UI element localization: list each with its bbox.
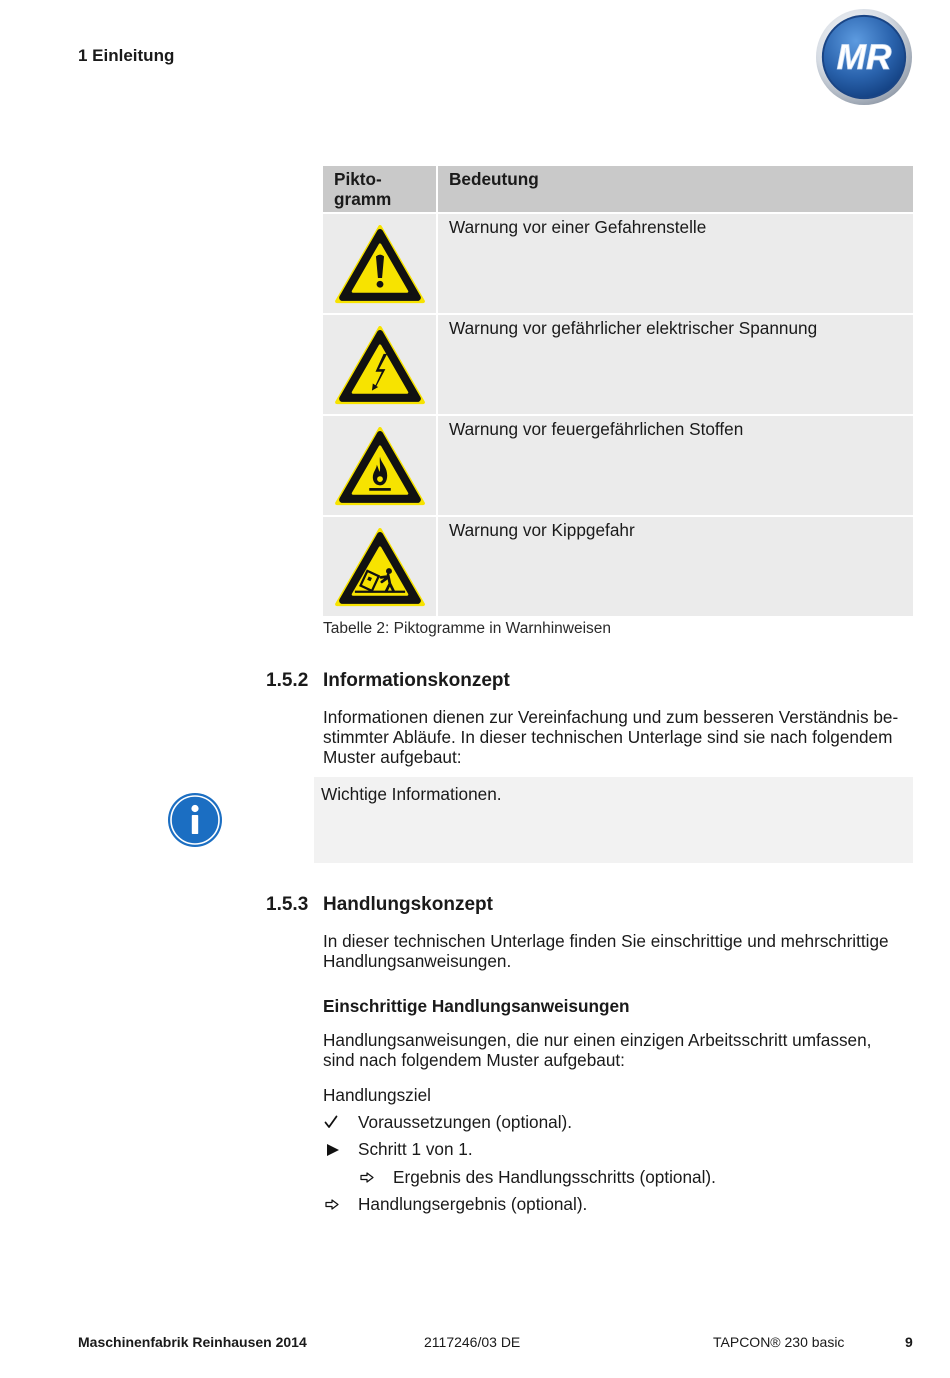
warning-electric-voltage-icon bbox=[335, 326, 425, 405]
warning-flammable-icon bbox=[335, 427, 425, 506]
triangle-right-icon bbox=[326, 1143, 340, 1157]
table-header-meaning: Bedeutung bbox=[438, 166, 913, 212]
list-item: Handlungsergebnis (optional). bbox=[358, 1194, 588, 1214]
table-row bbox=[323, 517, 913, 616]
table-row bbox=[323, 315, 913, 414]
section-title: Handlungskonzept bbox=[323, 894, 493, 915]
paragraph-line: Muster aufgebaut: bbox=[323, 747, 462, 767]
table-header-pictogram bbox=[323, 166, 436, 212]
list-item: Schritt 1 von 1. bbox=[358, 1139, 473, 1159]
check-icon bbox=[324, 1115, 338, 1129]
footer-page-number: 9 bbox=[905, 1334, 913, 1350]
paragraph-line: Handlungsanweisungen. bbox=[323, 951, 512, 971]
meaning-cell: Warnung vor feuergefährlichen Stoffen bbox=[438, 416, 913, 515]
pictogram-cell bbox=[323, 517, 436, 616]
list-item: Ergebnis des Handlungsschritts (optional). bbox=[393, 1167, 716, 1187]
subheading: Einschrittige Handlungsanweisungen bbox=[323, 996, 630, 1016]
pictogram-cell bbox=[323, 214, 436, 313]
warning-general-danger-icon bbox=[335, 225, 425, 304]
meaning-cell: Warnung vor einer Gefahrenstelle bbox=[438, 214, 913, 313]
section-number: 1.5.2 bbox=[266, 670, 309, 691]
table-row bbox=[323, 214, 913, 313]
paragraph-line: sind nach folgendem Muster aufgebaut: bbox=[323, 1050, 625, 1070]
paragraph-line: Informationen dienen zur Vereinfachung und zum besseren Verständnis be- bbox=[323, 707, 899, 727]
meaning-cell: Warnung vor gefährlicher elektrischer Spannung bbox=[438, 315, 913, 414]
pictogram-cell bbox=[323, 416, 436, 515]
section-title: Informationskonzept bbox=[323, 670, 510, 691]
paragraph-line: Handlungsanweisungen, die nur einen einzigen Arbeitsschritt umfassen, bbox=[323, 1030, 872, 1050]
outline-arrow-right-icon bbox=[360, 1172, 374, 1183]
info-box-text: Wichtige Informationen. bbox=[321, 784, 502, 804]
table-caption: Tabelle 2: Piktogramme in Warnhinweisen bbox=[323, 620, 612, 637]
info-box bbox=[314, 777, 913, 863]
table-header-pictogram-line1: Pikto- bbox=[334, 169, 382, 189]
footer-product: TAPCON® 230 basic bbox=[713, 1334, 845, 1350]
warning-tipping-icon bbox=[335, 528, 425, 607]
logo-lettering: MR bbox=[836, 37, 892, 77]
section-number: 1.5.3 bbox=[266, 894, 309, 915]
footer-doc-number: 2117246/03 DE bbox=[424, 1334, 521, 1350]
action-goal: Handlungsziel bbox=[323, 1085, 431, 1105]
list-item: Voraussetzungen (optional). bbox=[358, 1112, 573, 1132]
footer-company: Maschinenfabrik Reinhausen 2014 bbox=[78, 1334, 307, 1350]
chapter-title: 1 Einleitung bbox=[78, 46, 175, 65]
paragraph-line: In dieser technischen Unterlage finden Sie einschrittige und mehrschrittige bbox=[323, 931, 889, 951]
pictogram-table bbox=[323, 166, 913, 616]
paragraph-line: stimmter Abläufe. In dieser technischen Unterlage sind sie nach folgendem bbox=[323, 727, 893, 747]
table-row bbox=[323, 416, 913, 515]
pictogram-cell bbox=[323, 315, 436, 414]
mr-logo bbox=[815, 8, 913, 106]
outline-arrow-right-icon bbox=[325, 1199, 339, 1210]
info-icon bbox=[167, 792, 223, 848]
table-header-row bbox=[323, 166, 913, 212]
table-header-pictogram-line2: gramm bbox=[334, 189, 392, 209]
meaning-cell: Warnung vor Kippgefahr bbox=[438, 517, 913, 616]
